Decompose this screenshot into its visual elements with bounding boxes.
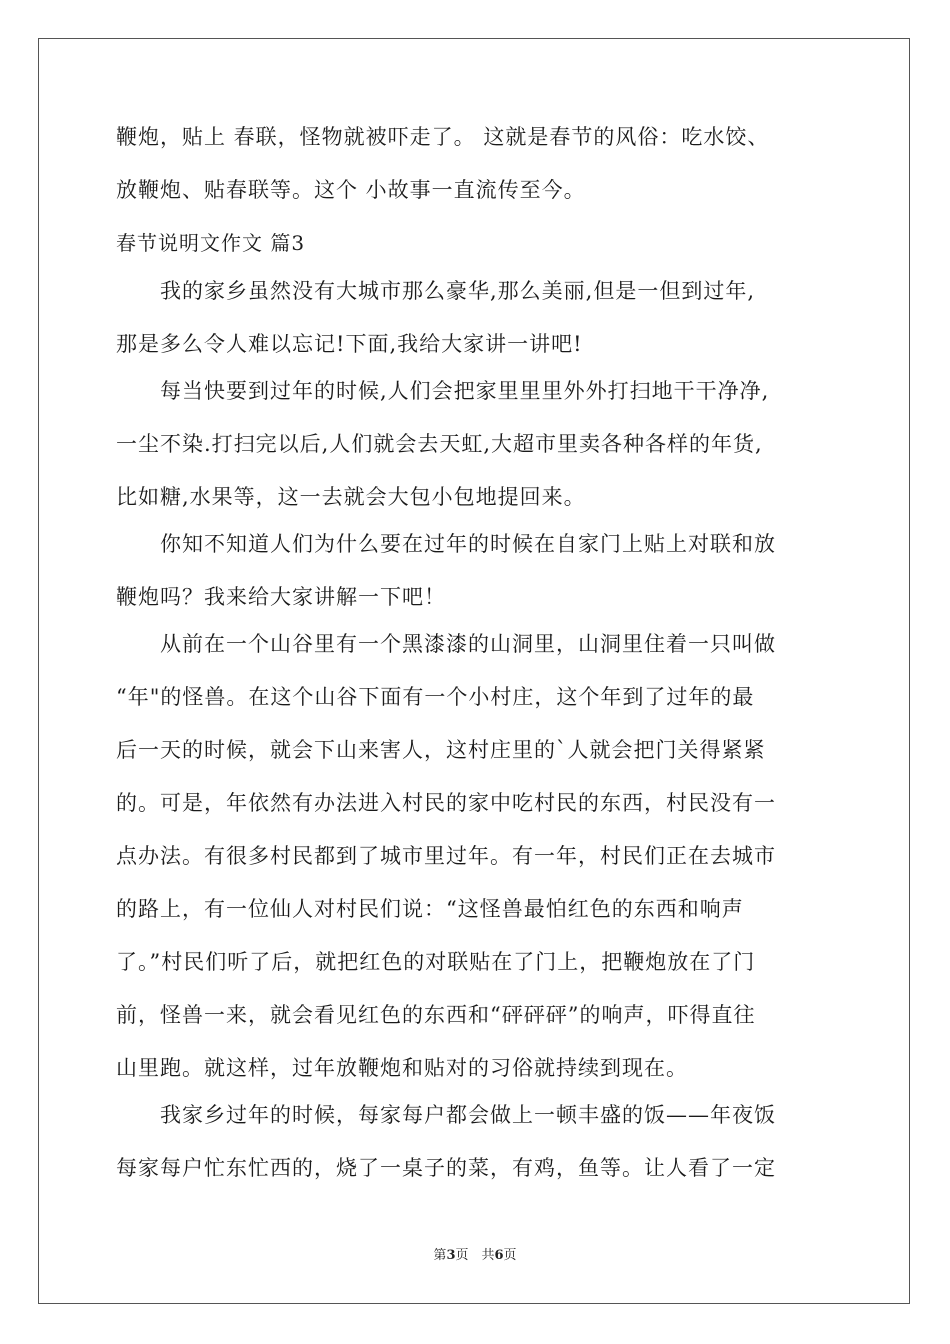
- page-number-footer: [0, 1248, 950, 1264]
- text-line: 每当快要到过年的时候,人们会把家里里里外外打扫地干干净净,: [116, 379, 770, 403]
- document-body: [116, 124, 836, 1182]
- text-line: 山里跑。就这样，过年放鞭炮和贴对的习俗就持续到现在。: [116, 1056, 688, 1080]
- page-suffix: 页: [503, 1248, 517, 1263]
- total-page-number: 6: [494, 1248, 504, 1263]
- text-line: 鞭炮吗？我来给大家讲解一下吧！: [116, 585, 446, 609]
- text-line: 点办法。有很多村民都到了城市里过年。有一年，村民们正在去城市: [116, 844, 776, 868]
- current-page-number: 3: [446, 1248, 456, 1263]
- text-line: 后一天的时候，就会下山来害人，这村庄里的`人就会把门关得紧紧: [116, 738, 766, 762]
- text-line: 我的家乡虽然没有大城市那么豪华,那么美丽,但是一但到过年,: [116, 279, 756, 303]
- text-line: 比如糖,水果等，这一去就会大包小包地提回来。: [116, 485, 586, 509]
- text-line: 每家每户忙东忙西的，烧了一桌子的菜，有鸡，鱼等。让人看了一定: [116, 1156, 776, 1180]
- text-line: 我家乡过年的时候，每家每户都会做上一顿丰盛的饭——年夜饭: [116, 1103, 776, 1127]
- page-mid: 页 共: [455, 1248, 495, 1263]
- text-line: 鞭炮，贴上 春联，怪物就被吓走了。 这就是春节的风俗：吃水饺、: [116, 125, 770, 149]
- text-line: 前，怪兽一来，就会看见红色的东西和“砰砰砰”的响声，吓得直往: [116, 1003, 756, 1027]
- text-line: 放鞭炮、贴春联等。这个 小故事一直流传至今。: [116, 178, 586, 202]
- text-line: 你知不知道人们为什么要在过年的时候在自家门上贴上对联和放: [116, 532, 776, 556]
- text-line: 了。”村民们听了后，就把红色的对联贴在了门上，把鞭炮放在了门: [116, 950, 756, 974]
- text-line: 从前在一个山谷里有一个黑漆漆的山洞里，山洞里住着一只叫做: [116, 632, 776, 656]
- text-line: 那是多么令人难以忘记!下面,我给大家讲一讲吧!: [116, 332, 583, 356]
- text-line: 一尘不染.打扫完以后,人们就会去天虹,大超市里卖各种各样的年货,: [116, 432, 763, 456]
- text-line: “年"的怪兽。在这个山谷下面有一个小村庄，这个年到了过年的最: [116, 685, 755, 709]
- text-line: 的路上，有一位仙人对村民们说：“这怪兽最怕红色的东西和响声: [116, 897, 744, 921]
- section-heading: 春节说明文作文 篇3: [116, 231, 306, 255]
- page-prefix: 第: [433, 1248, 447, 1263]
- text-line: 的。可是，年依然有办法进入村民的家中吃村民的东西，村民没有一: [116, 791, 776, 815]
